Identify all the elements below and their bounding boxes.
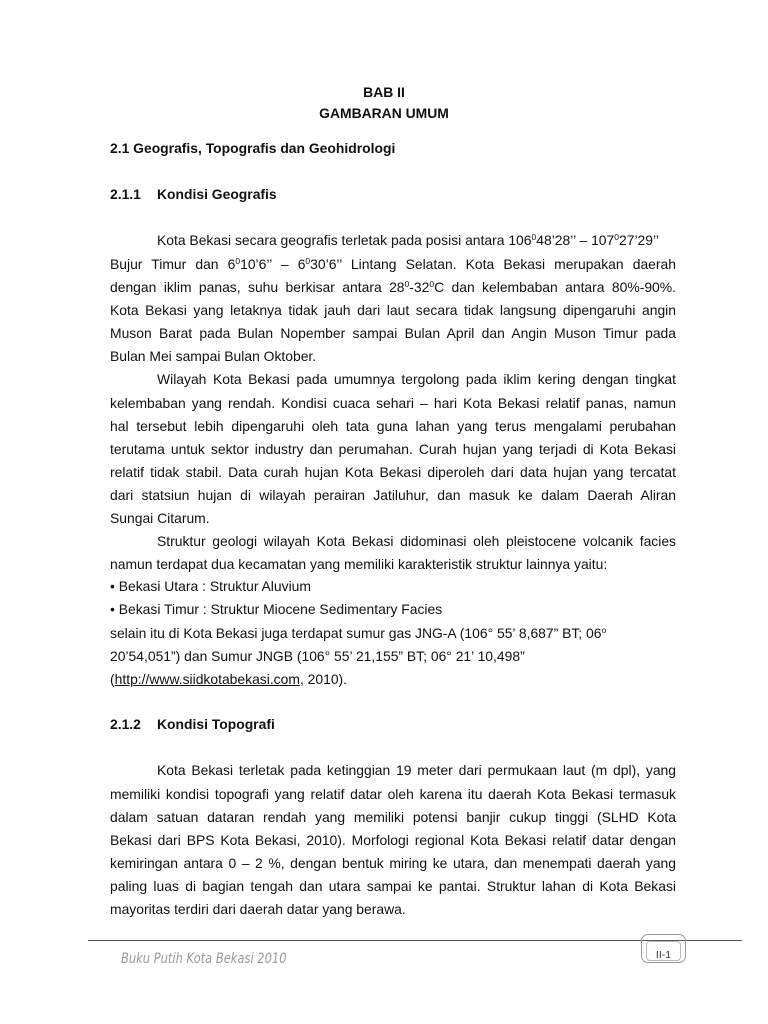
section-heading: 2.1 Geografis, Topografis dan Geohidrologi [110,140,396,156]
degree-superscript: 0 [531,232,537,242]
paragraph-line: memiliki kondisi topografi yang relatif datar oleh karena itu daerah Kota Bekasi termasuk [110,786,676,802]
subsection-number-geografis: 2.1.1 [110,186,141,202]
paragraph-line: Bekasi dari BPS Kota Bekasi, 2010). Morfologi regional Kota Bekasi relatif datar dengan [110,832,676,848]
subsection-number-topografi: 2.1.2 [110,716,141,732]
chapter-title: GAMBARAN UMUM [319,105,449,121]
degree-superscript: o [601,625,607,635]
page-number: II-1 [655,949,672,961]
subsection-title-geografis: Kondisi Geografis [157,186,277,202]
paragraph-line: dari statsiun hujan di wilayah perairan Jatiluhur, dan masuk ke dalam Daerah Aliran [110,487,676,503]
paragraph-line: dengan iklim panas, suhu berkisar antara $28^0-32^0C$ dan kelembaban antara 80%-90%. [110,279,676,295]
paragraph-line: relatif tidak stabil. Data curah hujan Kota Bekasi diperoleh dari data hujan yang tercatat [110,464,676,480]
paragraph-line: Muson Barat pada Bulan Nopember sampai Bulan April dan Angin Muson Timur pada [110,325,676,341]
bullet-item: • Bekasi Timur : Struktur Miocene Sedimentary Facies [110,601,443,617]
bullet-item: • Bekasi Utara : Struktur Aluvium [110,578,311,594]
paragraph-line: mayoritas terdiri dari daerah datar yang berawa. [110,901,406,917]
paragraph-line: Sungai Citarum. [110,510,210,526]
chapter-label: BAB II [363,84,405,100]
paragraph-line: namun terdapat dua kecamatan yang memiliki karakteristik struktur lainnya yaitu: [110,556,608,572]
footer-title: Buku Putih Kota Bekasi 2010 [121,951,287,967]
paragraph-line: Kota Bekasi yang letaknya tidak jauh dari laut secara tidak langsung dipengaruhi angin [110,302,676,318]
paragraph-line: Wilayah Kota Bekasi pada umumnya tergolong pada iklim kering dengan tingkat [157,371,676,387]
paragraph-line: dalam satuan dataran rendah yang memiliki potensi banjir cukup tinggi (SLHD Kota [110,809,676,825]
paragraph-line: selain itu di Kota Bekasi juga terdapat sumur gas JNG-A (106° 55’ 8,687” BT; 06$^o$ [110,625,607,641]
paragraph-line: Kota Bekasi secara geografis terletak pada posisi antara $106^048’28$’’ – $107^027’29$’’ [157,232,659,248]
degree-superscript: 0 [429,279,435,289]
paragraph-line: terutama untuk sektor industry dan perumahan. Curah hujan yang terjadi di Kota Bekasi [110,441,676,457]
paragraph-line: Struktur geologi wilayah Kota Bekasi didominasi oleh pleistocene volcanik facies [157,533,676,549]
paragraph-line: Bulan Mei sampai Bulan Oktober. [110,348,317,364]
paragraph-line: kemiringan antara 0 – 2 %, dengan bentuk miring ke utara, dan menempati daerah yang [110,855,676,871]
paragraph-line: Bujur Timur dan $6^010’6$’’ – $6^030’6$’’ Lintang Selatan. Kota Bekasi merupakan daerah [110,256,676,272]
paragraph-line: paling luas di bagian tengah dan utara sampai ke pantai. Struktur lahan di Kota Bekasi [110,878,676,894]
subsection-title-topografi: Kondisi Topografi [157,716,275,732]
paragraph-line: hal tersebut lebih dipengaruhi oleh tata guna lahan yang terus mengalami perubahan [110,418,676,434]
degree-superscript: 0 [404,279,410,289]
degree-superscript: 0 [305,256,311,266]
source-link[interactable]: http://www.siidkotabekasi.com [114,671,300,687]
paragraph-line: Kota Bekasi terletak pada ketinggian 19 meter dari permukaan laut (m dpl), yang [157,762,676,778]
degree-superscript: 0 [614,232,619,242]
paragraph-line: kelembaban yang rendah. Kondisi cuaca sehari – hari Kota Bekasi relatif panas, namun [110,395,676,411]
degree-superscript: 0 [235,256,241,266]
paragraph-line: (http://www.siidkotabekasi.com, 2010). [110,671,348,687]
paragraph-line: 20’54,051”) dan Sumur JNGB (106° 55’ 21,155” BT; 06° 21’ 10,498” [110,648,525,664]
